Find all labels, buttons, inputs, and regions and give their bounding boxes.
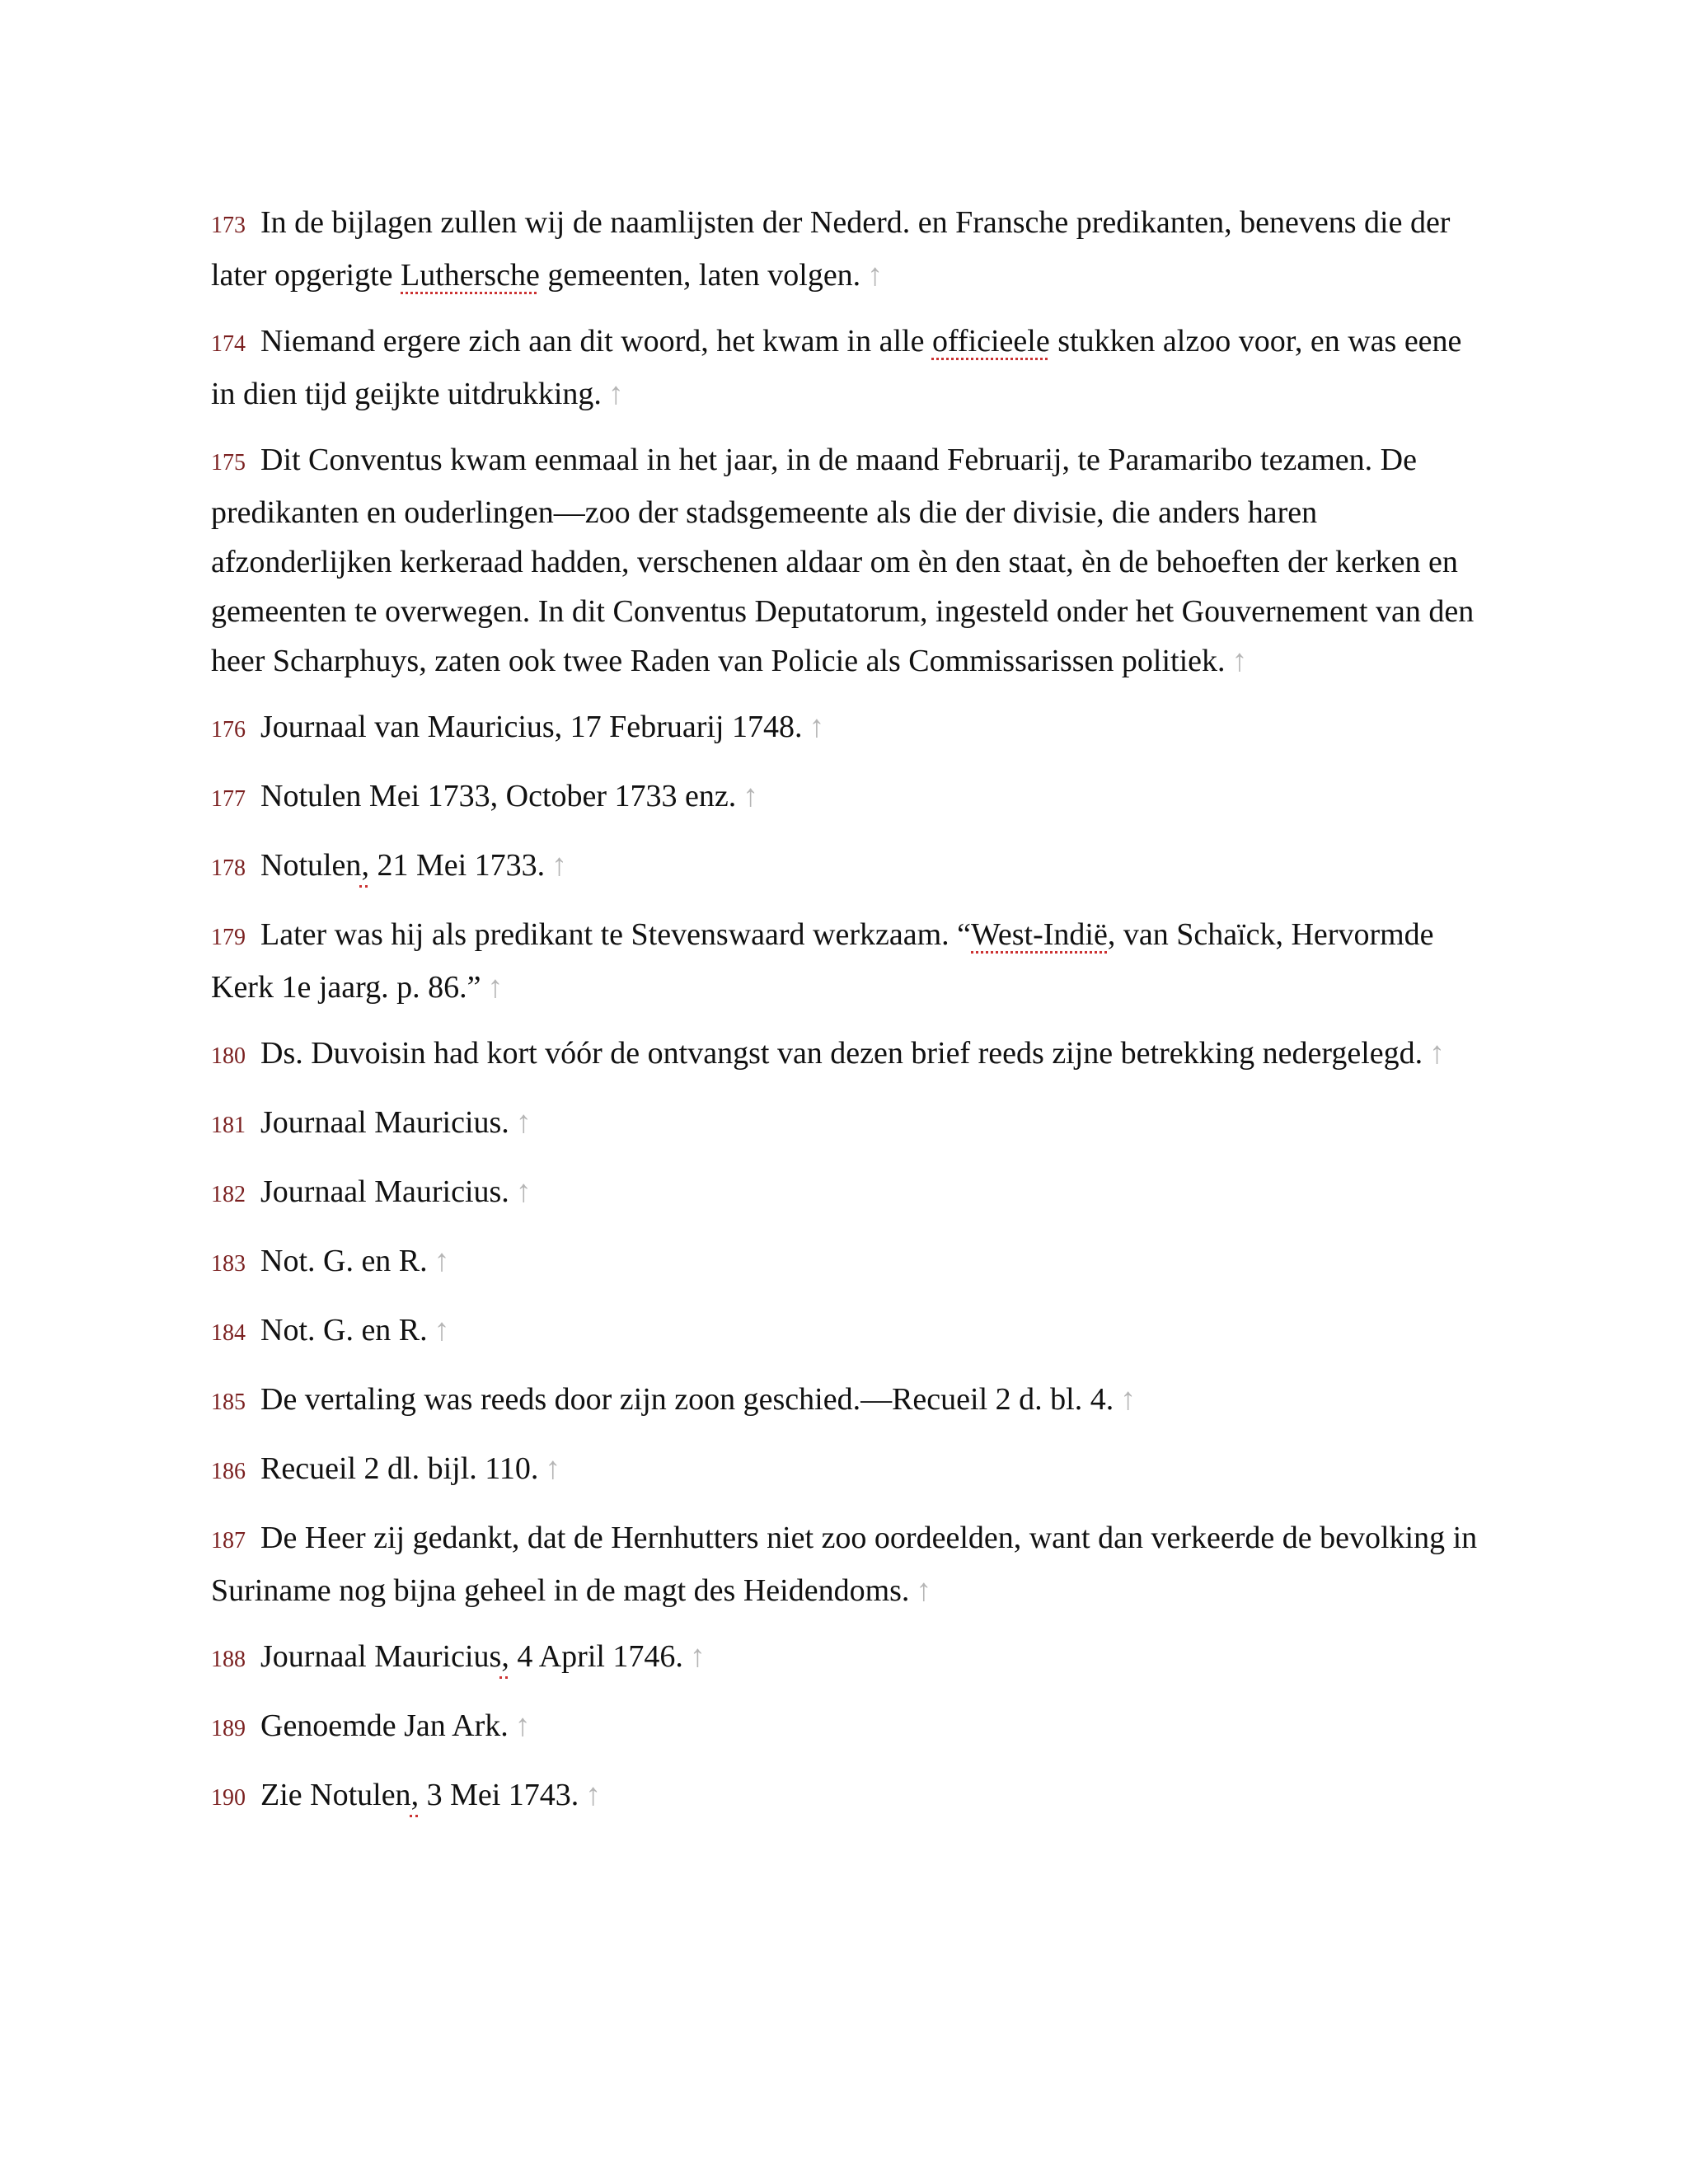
footnote-text: Journaal Mauricius. (260, 1105, 509, 1140)
spellcheck-word: Luthersche (401, 258, 540, 293)
back-arrow-icon[interactable]: ↑ (515, 1174, 532, 1209)
footnotes-page (211, 198, 1480, 1840)
footnote-183 (211, 1236, 1480, 1289)
footnote-number[interactable]: 186 (211, 1459, 246, 1484)
back-arrow-icon[interactable]: ↑ (916, 1573, 932, 1608)
footnote-text: Zie Notulen (260, 1778, 411, 1812)
footnote-text: 3 Mei 1743. (419, 1778, 579, 1812)
footnote-text: Journaal Mauricius (260, 1639, 502, 1674)
footnote-text: In de bijlagen zullen wij de naamlijsten der Nederd. en Fransche predikanten, benevens die der later opgerigte (211, 205, 1451, 293)
footnote-text: stukken alzoo voor, en was eene in dien tijd geijkte uitdrukking. (211, 324, 1462, 411)
footnote-180 (211, 1029, 1480, 1081)
footnote-173 (211, 198, 1480, 300)
spellcheck-comma: , (361, 848, 369, 883)
back-arrow-icon[interactable]: ↑ (1231, 644, 1248, 678)
back-arrow-icon[interactable]: ↑ (607, 377, 624, 411)
footnote-text: Later was hij als predikant te Stevenswaard werkzaam. “ (260, 917, 972, 952)
footnote-179 (211, 910, 1480, 1012)
back-arrow-icon[interactable]: ↑ (545, 1451, 561, 1486)
back-arrow-icon[interactable]: ↑ (743, 779, 759, 813)
footnote-text: 4 April 1746. (509, 1639, 683, 1674)
spellcheck-word: West-Indië (971, 917, 1108, 952)
back-arrow-icon[interactable]: ↑ (867, 258, 884, 293)
footnote-number[interactable]: 181 (211, 1113, 246, 1138)
footnote-text: 21 Mei 1733. (368, 848, 546, 883)
back-arrow-icon[interactable]: ↑ (1429, 1036, 1446, 1071)
footnote-185 (211, 1375, 1480, 1427)
footnote-text: Recueil 2 dl. bijl. 110. (260, 1451, 539, 1486)
footnote-number[interactable]: 187 (211, 1528, 246, 1554)
footnote-text: Niemand ergere zich aan dit woord, het kwam in alle (260, 324, 932, 359)
footnote-number[interactable]: 184 (211, 1320, 246, 1346)
footnote-text: Dit Conventus kwam eenmaal in het jaar, in de maand Februarij, te Paramaribo tezamen. De predikanten en ouderlingen—zoo der stadsgemeente als die der divisie, die anders haren afzonderlijken kerkeraad hadden, verschenen aldaar om èn den staat, èn de behoeften der kerken en gemeenten te overwegen. In dit Conventus Deputatorum, ingesteld onder het Gouvernement van den heer Scharphuys, zaten ook twee Raden van Policie als Commissarissen politiek. (211, 443, 1475, 678)
footnote-177 (211, 771, 1480, 824)
back-arrow-icon[interactable]: ↑ (434, 1244, 450, 1278)
footnote-190 (211, 1770, 1480, 1823)
back-arrow-icon[interactable]: ↑ (585, 1778, 602, 1812)
footnote-text: gemeenten, laten volgen. (539, 258, 861, 293)
footnote-number[interactable]: 185 (211, 1390, 246, 1415)
back-arrow-icon[interactable]: ↑ (487, 970, 504, 1005)
back-arrow-icon[interactable]: ↑ (551, 848, 568, 883)
footnote-number[interactable]: 178 (211, 855, 246, 881)
footnote-186 (211, 1444, 1480, 1497)
footnote-number[interactable]: 176 (211, 717, 246, 743)
footnote-number[interactable]: 183 (211, 1251, 246, 1277)
footnote-number[interactable]: 173 (211, 213, 246, 238)
footnote-number[interactable]: 175 (211, 450, 246, 476)
footnote-176 (211, 702, 1480, 755)
footnote-number[interactable]: 177 (211, 786, 246, 812)
footnote-number[interactable]: 189 (211, 1716, 246, 1741)
footnote-181 (211, 1098, 1480, 1151)
footnote-text: , van Schaïck, Hervormde Kerk 1e jaarg. p. 86.” (211, 917, 1434, 1005)
spellcheck-comma: , (501, 1639, 509, 1674)
footnote-text: De vertaling was reeds door zijn zoon geschied.—Recueil 2 d. bl. 4. (260, 1382, 1114, 1417)
back-arrow-icon[interactable]: ↑ (434, 1313, 450, 1347)
footnote-text: De Heer zij gedankt, dat de Hernhutters niet zoo oordeelden, want dan verkeerde de bevolking in Suriname nog bijna geheel in de magt des Heidendoms. (211, 1521, 1478, 1608)
back-arrow-icon[interactable]: ↑ (514, 1708, 531, 1743)
footnote-number[interactable]: 179 (211, 925, 246, 950)
footnote-text: Journaal Mauricius. (260, 1174, 509, 1209)
footnote-text: Notulen Mei 1733, October 1733 enz. (260, 779, 737, 813)
back-arrow-icon[interactable]: ↑ (1120, 1382, 1137, 1417)
footnote-text: Ds. Duvoisin had kort vóór de ontvangst van dezen brief reeds zijne betrekking nedergelegd. (260, 1036, 1423, 1071)
footnote-187 (211, 1513, 1480, 1615)
footnote-number[interactable]: 182 (211, 1182, 246, 1207)
footnote-184 (211, 1305, 1480, 1358)
footnote-text: Journaal van Mauricius, 17 Februarij 1748. (260, 710, 803, 744)
footnote-189 (211, 1701, 1480, 1754)
footnote-text: Not. G. en R. (260, 1244, 428, 1278)
footnote-text: Not. G. en R. (260, 1313, 428, 1347)
back-arrow-icon[interactable]: ↑ (689, 1639, 706, 1674)
footnote-text: Notulen (260, 848, 362, 883)
spellcheck-word: officieele (931, 324, 1050, 359)
footnote-182 (211, 1167, 1480, 1220)
spellcheck-comma: , (410, 1778, 420, 1812)
footnote-188 (211, 1632, 1480, 1685)
footnote-text: Genoemde Jan Ark. (260, 1708, 509, 1743)
footnote-175 (211, 435, 1480, 686)
footnote-number[interactable]: 190 (211, 1785, 246, 1811)
back-arrow-icon[interactable]: ↑ (809, 710, 825, 744)
footnote-178 (211, 841, 1480, 893)
footnote-number[interactable]: 174 (211, 331, 246, 357)
footnote-number[interactable]: 180 (211, 1043, 246, 1069)
back-arrow-icon[interactable]: ↑ (515, 1105, 532, 1140)
footnote-number[interactable]: 188 (211, 1647, 246, 1672)
footnote-174 (211, 316, 1480, 419)
